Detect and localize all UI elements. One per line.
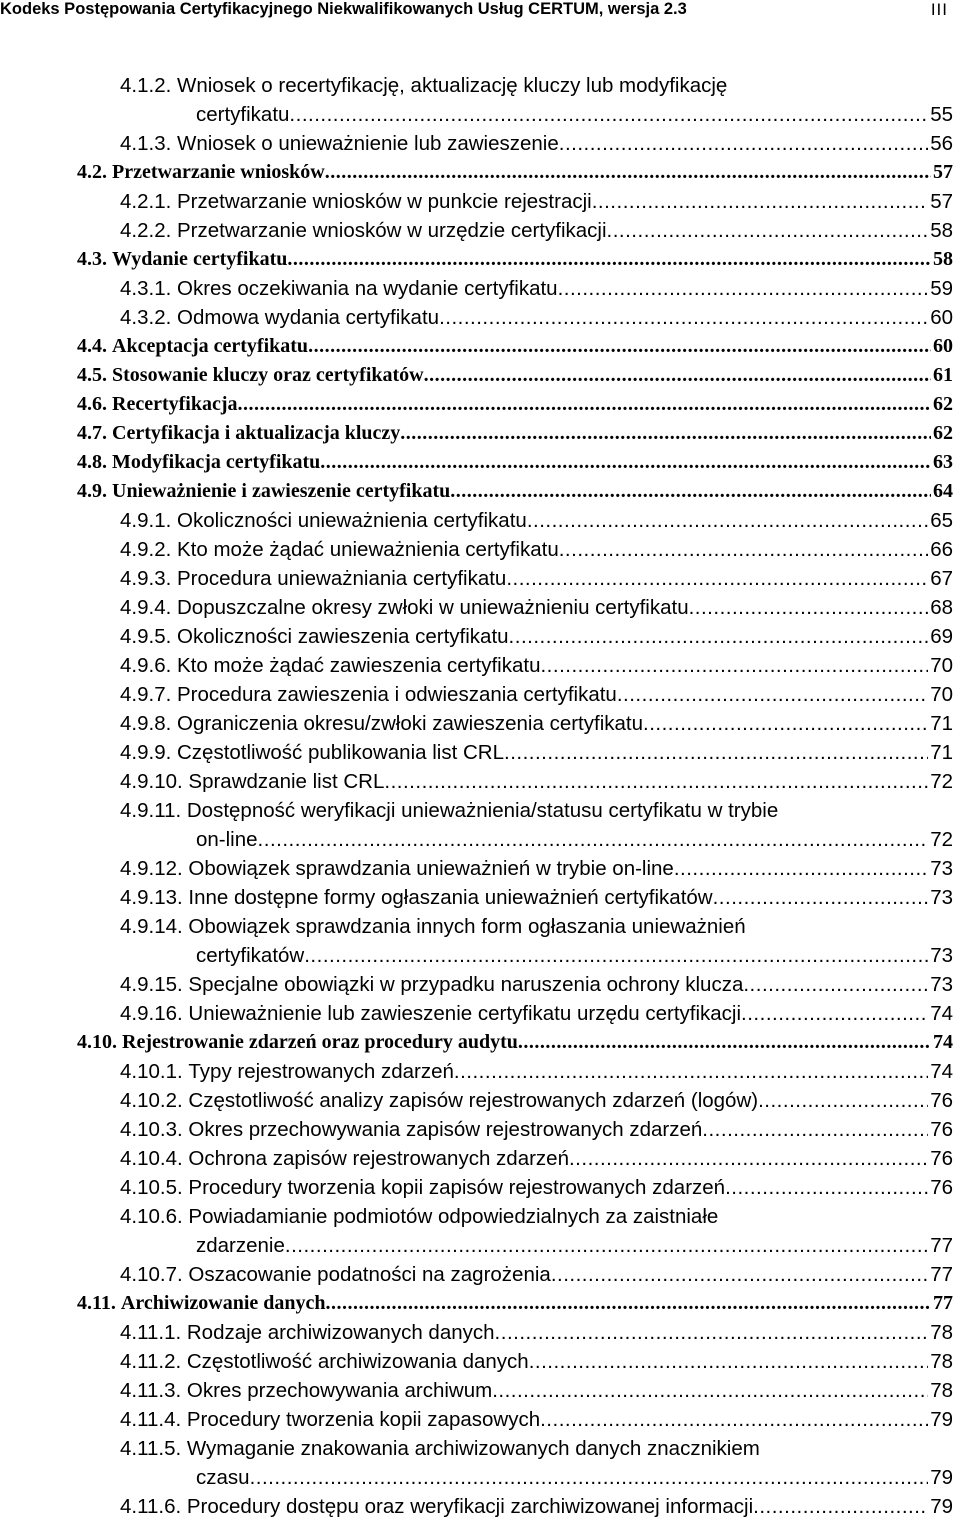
toc-entry-page: 71 — [930, 712, 953, 735]
toc-entry-page: 73 — [930, 886, 953, 909]
toc-entry-page: 79 — [930, 1408, 953, 1431]
toc-entry-title: Przetwarzanie wniosków w urzędzie certyfikacji — [177, 219, 607, 242]
dot-leader — [559, 129, 928, 158]
toc-entry-title: Kto może żądać zawieszenia certyfikatu — [177, 654, 541, 677]
toc-entry-row — [120, 1173, 953, 1202]
toc-entry-row — [120, 1057, 953, 1086]
toc-entry-number: 4.9.5. — [120, 625, 172, 648]
toc-entry-page: 73 — [930, 944, 953, 967]
toc-entry-row — [120, 303, 953, 332]
toc-entry[interactable] — [0, 361, 960, 390]
toc-entry-title: Ograniczenia okresu/zwłoki zawieszenia certyfikatu — [177, 712, 644, 735]
toc-entry-title: Specjalne obowiązki w przypadku naruszenia ochrony klucza — [188, 973, 744, 996]
toc-entry-title: Recertyfikacja — [112, 393, 238, 415]
toc-entry-page: 63 — [933, 451, 953, 473]
toc-entry-number: 4.8. — [77, 451, 107, 473]
toc-entry-number: 4.9.9. — [120, 741, 172, 764]
toc-entry-number: 4.11.6. — [120, 1495, 182, 1518]
dot-leader — [617, 680, 928, 709]
dot-leader — [753, 1492, 928, 1521]
dot-leader — [326, 1289, 931, 1318]
toc-entry-number: 4.9.8. — [120, 712, 172, 735]
dot-leader — [540, 651, 928, 680]
toc-entry-title: certyfikatu — [196, 103, 290, 126]
toc-entry-page: 72 — [930, 828, 953, 851]
toc-entry-page: 65 — [930, 509, 953, 532]
toc-entry-number: 4.9.7. — [120, 683, 172, 706]
toc-entry[interactable] — [0, 419, 960, 448]
toc-entry-page: 57 — [930, 190, 953, 213]
toc-entry-title: Akceptacja certyfikatu — [112, 335, 309, 357]
toc-entry[interactable] — [0, 1028, 960, 1057]
toc-entry-title: zdarzenie — [196, 1234, 285, 1257]
toc-entry[interactable] — [0, 1376, 960, 1405]
dot-leader — [713, 883, 929, 912]
toc-entry-first-line — [120, 1434, 960, 1463]
dot-leader — [289, 100, 928, 129]
toc-entry-number: 4.6. — [77, 393, 107, 415]
toc-entry-number: 4.3.1. — [120, 277, 172, 300]
toc-entry-number: 4.11.5. — [120, 1437, 182, 1460]
toc-entry[interactable] — [0, 71, 960, 129]
toc-entry-number: 4.10.7. — [120, 1263, 183, 1286]
toc-entry-row — [77, 448, 953, 477]
toc-entry-number: 4.10.6. — [120, 1205, 183, 1228]
toc-entry-number: 4.10.1. — [120, 1060, 183, 1083]
dot-leader — [287, 245, 931, 274]
toc-entry-row — [77, 245, 953, 274]
toc-entry-title: Częstotliwość analizy zapisów rejestrowanych zdarzeń (logów) — [188, 1089, 759, 1112]
toc-entry-number: 4.9.12. — [120, 857, 183, 880]
toc-entry-page: 76 — [930, 1147, 953, 1170]
toc-entry-title: Modyfikacja certyfikatu — [112, 451, 321, 473]
toc-entry-title: Odmowa wydania certyfikatu — [177, 306, 440, 329]
toc-entry-title-line1: Powiadamianie podmiotów odpowiedzialnych za zaistniałe — [188, 1205, 719, 1228]
toc-entry-title: Ochrona zapisów rejestrowanych zdarzeń — [188, 1147, 569, 1170]
toc-entry[interactable] — [0, 1086, 960, 1115]
toc-entry[interactable] — [0, 477, 960, 506]
toc-entry-first-line — [120, 1202, 960, 1231]
dot-leader — [758, 1086, 928, 1115]
toc-entry-title: Inne dostępne formy ogłaszania unieważnień certyfikatów — [188, 886, 713, 909]
toc-entry-number: 4.11.1. — [120, 1321, 182, 1344]
toc-entry[interactable] — [0, 1173, 960, 1202]
toc-entry-row — [120, 1405, 953, 1434]
toc-entry-number: 4.11.3. — [120, 1379, 182, 1402]
toc-entry[interactable] — [0, 651, 960, 680]
dot-leader — [559, 535, 928, 564]
toc-entry-title: Rejestrowanie zdarzeń oraz procedury audytu — [122, 1031, 518, 1053]
toc-entry[interactable] — [0, 912, 960, 970]
toc-entry-page: 67 — [930, 567, 953, 590]
toc-entry-row — [120, 767, 953, 796]
toc-entry-row — [120, 1144, 953, 1173]
toc-entry-number: 4.11. — [77, 1292, 116, 1314]
toc-entry[interactable] — [0, 593, 960, 622]
dot-leader — [743, 970, 928, 999]
toc-entry-number: 4.9.10. — [120, 770, 183, 793]
dot-leader — [238, 390, 932, 419]
toc-entry-page: 74 — [930, 1002, 953, 1025]
toc-entry-title: Wniosek o unieważnienie lub zawieszenie — [177, 132, 559, 155]
toc-entry[interactable] — [0, 999, 960, 1028]
toc-entry-title: Stosowanie kluczy oraz certyfikatów — [112, 364, 424, 386]
toc-entry-page: 60 — [930, 306, 953, 329]
toc-entry[interactable] — [0, 274, 960, 303]
toc-entry[interactable] — [0, 680, 960, 709]
toc-entry-title-line1: Wymaganie znakowania archiwizowanych danych znacznikiem — [186, 1437, 760, 1460]
toc-entry[interactable] — [0, 1202, 960, 1260]
toc-entry-row — [196, 100, 953, 129]
toc-entry[interactable] — [0, 767, 960, 796]
toc-entry[interactable] — [0, 738, 960, 767]
toc-entry-number: 4.10.2. — [120, 1089, 183, 1112]
toc-entry-title: Procedury dostępu oraz weryfikacji zarchiwizowanej informacji — [186, 1495, 754, 1518]
toc-entry-page: 78 — [930, 1350, 953, 1373]
toc-entry-row — [120, 274, 953, 303]
dot-leader — [741, 999, 928, 1028]
page-number: III — [930, 0, 948, 19]
toc-entry-number: 4.9.14. — [120, 915, 183, 938]
toc-entry-number: 4.9.11. — [120, 799, 182, 822]
toc-entry-number: 4.5. — [77, 364, 107, 386]
toc-entry-page: 59 — [930, 277, 953, 300]
toc-entry-row — [77, 1289, 953, 1318]
toc-entry-number: 4.10.4. — [120, 1147, 183, 1170]
toc-entry-title: Oszacowanie podatności na zagrożenia — [188, 1263, 551, 1286]
toc-entry-row — [120, 1260, 953, 1289]
toc-entry-title: Okoliczności unieważnienia certyfikatu — [177, 509, 527, 532]
dot-leader — [450, 477, 931, 506]
toc-entry-page: 69 — [930, 625, 953, 648]
toc-entry-row — [120, 854, 953, 883]
toc-entry-title: on-line — [196, 828, 258, 851]
toc-entry-row — [120, 564, 953, 593]
toc-entry-row — [120, 216, 953, 245]
toc-entry-title-line1: Dostępność weryfikacji unieważnienia/statusu certyfikatu w trybie — [186, 799, 779, 822]
toc-entry-row — [77, 1028, 953, 1057]
toc-entry[interactable] — [0, 970, 960, 999]
toc-entry[interactable] — [0, 158, 960, 187]
dot-leader — [304, 941, 928, 970]
toc-entry-title: Certyfikacja i aktualizacja kluczy — [112, 422, 401, 444]
toc-entry-page: 60 — [933, 335, 953, 357]
toc-entry-page: 78 — [930, 1321, 953, 1344]
toc-entry[interactable] — [0, 1318, 960, 1347]
dot-leader — [384, 767, 928, 796]
toc-entry[interactable] — [0, 1144, 960, 1173]
toc-entry-title: Okoliczności zawieszenia certyfikatu — [177, 625, 509, 648]
dot-leader — [674, 854, 928, 883]
dot-leader — [527, 506, 928, 535]
toc-entry-number: 4.3.2. — [120, 306, 172, 329]
dot-leader — [506, 564, 928, 593]
toc-entry-number: 4.2. — [77, 161, 107, 183]
toc-entry-row — [120, 506, 953, 535]
dot-leader — [325, 158, 931, 187]
toc-entry-title: Procedura zawieszenia i odwieszania certyfikatu — [177, 683, 617, 706]
dot-leader — [551, 1260, 928, 1289]
toc-entry-number: 4.9.6. — [120, 654, 172, 677]
toc-entry-row — [196, 1463, 953, 1492]
toc-entry-page: 64 — [933, 480, 953, 502]
toc-entry-page: 73 — [930, 857, 953, 880]
toc-entry-number: 4.9. — [77, 480, 107, 502]
dot-leader — [540, 1405, 928, 1434]
dot-leader — [258, 825, 929, 854]
toc-entry-page: 66 — [930, 538, 953, 561]
dot-leader — [592, 187, 928, 216]
toc-entry-first-line — [120, 912, 960, 941]
toc-entry[interactable] — [0, 1434, 960, 1492]
running-header — [0, 0, 960, 22]
dot-leader — [504, 738, 928, 767]
dot-leader — [495, 1318, 929, 1347]
toc-entry[interactable] — [0, 1492, 960, 1521]
dot-leader — [439, 303, 928, 332]
toc-entry-first-line — [120, 796, 960, 825]
dot-leader — [643, 709, 928, 738]
toc-entry[interactable] — [0, 303, 960, 332]
toc-entry-title: Okres przechowywania archiwum — [186, 1379, 493, 1402]
toc-entry[interactable] — [0, 187, 960, 216]
toc-entry-row — [120, 970, 953, 999]
toc-entry-page: 74 — [933, 1031, 953, 1053]
toc-entry-title: Przetwarzanie wniosków w punkcie rejestracji — [177, 190, 592, 213]
toc-entry-title: Wydanie certyfikatu — [112, 248, 288, 270]
toc-entry-number: 4.1.2. — [120, 74, 172, 97]
toc-entry-title: Kto może żądać unieważnienia certyfikatu — [177, 538, 559, 561]
toc-entry-title: Sprawdzanie list CRL — [188, 770, 385, 793]
dot-leader — [689, 593, 929, 622]
toc-entry-page: 76 — [930, 1118, 953, 1141]
toc-entry-title: czasu — [196, 1466, 250, 1489]
toc-entry-row — [77, 361, 953, 390]
toc-entry-number: 4.3. — [77, 248, 107, 270]
toc-entry-title: Okres oczekiwania na wydanie certyfikatu — [177, 277, 558, 300]
toc-entry-row — [120, 622, 953, 651]
toc-entry[interactable] — [0, 1289, 960, 1318]
toc-entry-title-line1: Wniosek o recertyfikację, aktualizację kluczy lub modyfikację — [177, 74, 728, 97]
toc-entry-page: 58 — [930, 219, 953, 242]
toc-entry-title: Okres przechowywania zapisów rejestrowanych zdarzeń — [188, 1118, 703, 1141]
toc-entry-title: Archiwizowanie danych — [120, 1292, 326, 1314]
toc-entry[interactable] — [0, 332, 960, 361]
toc-entry-row — [120, 709, 953, 738]
toc-entry-number: 4.10.3. — [120, 1118, 183, 1141]
toc-entry-number: 4.2.2. — [120, 219, 172, 242]
dot-leader — [308, 332, 931, 361]
toc-entry-number: 4.10. — [77, 1031, 117, 1053]
toc-entry[interactable] — [0, 129, 960, 158]
toc-entry[interactable] — [0, 1405, 960, 1434]
toc-entry[interactable] — [0, 390, 960, 419]
dot-leader — [607, 216, 929, 245]
toc-entry-page: 76 — [930, 1176, 953, 1199]
toc-entry-number: 4.9.16. — [120, 1002, 183, 1025]
toc-entry-row — [196, 941, 953, 970]
toc-entry-page: 73 — [930, 973, 953, 996]
toc-entry[interactable] — [0, 216, 960, 245]
toc-entry-page: 78 — [930, 1379, 953, 1402]
toc-entry-row — [77, 477, 953, 506]
toc-entry-row — [120, 738, 953, 767]
toc-entry[interactable] — [0, 506, 960, 535]
toc-entry-title: Unieważnienie lub zawieszenie certyfikatu urzędu certyfikacji — [188, 1002, 742, 1025]
dot-leader — [285, 1231, 928, 1260]
toc-entry-number: 4.9.1. — [120, 509, 172, 532]
toc-entry-page: 58 — [933, 248, 953, 270]
toc-entry[interactable] — [0, 535, 960, 564]
toc-entry-row — [77, 158, 953, 187]
toc-entry-number: 4.11.2. — [120, 1350, 182, 1373]
toc-entry-row — [120, 1347, 953, 1376]
toc-entry-page: 57 — [933, 161, 953, 183]
toc-entry-page: 55 — [930, 103, 953, 126]
toc-entry-title: Procedury tworzenia kopii zapisów rejestrowanych zdarzeń — [188, 1176, 726, 1199]
toc-entry-number: 4.9.2. — [120, 538, 172, 561]
toc-entry-row — [120, 593, 953, 622]
toc-entry[interactable] — [0, 709, 960, 738]
dot-leader — [250, 1463, 929, 1492]
toc-entry-row — [120, 1115, 953, 1144]
toc-entry-page: 79 — [930, 1466, 953, 1489]
toc-entry-number: 4.4. — [77, 335, 107, 357]
toc-entry-number: 4.9.13. — [120, 886, 183, 909]
dot-leader — [424, 361, 931, 390]
toc-entry-number: 4.1.3. — [120, 132, 172, 155]
toc-entry-row — [120, 1376, 953, 1405]
toc-entry-page: 70 — [930, 683, 953, 706]
toc-entry-number: 4.9.4. — [120, 596, 172, 619]
toc-entry[interactable] — [0, 1260, 960, 1289]
toc-entry-row — [77, 419, 953, 448]
toc-entry-number: 4.11.4. — [120, 1408, 182, 1431]
toc-entry[interactable] — [0, 622, 960, 651]
toc-entry-row — [120, 999, 953, 1028]
toc-entry-title: Rodzaje archiwizowanych danych — [186, 1321, 495, 1344]
toc-entry-title: Procedury tworzenia kopii zapasowych — [186, 1408, 541, 1431]
dot-leader — [529, 1347, 928, 1376]
toc-entry-row — [196, 1231, 953, 1260]
dot-leader — [509, 622, 929, 651]
dot-leader — [454, 1057, 928, 1086]
toc-entry-title: Przetwarzanie wniosków — [112, 161, 325, 183]
toc-entry-row — [120, 1492, 953, 1521]
dot-leader — [400, 419, 931, 448]
toc-entry-title: certyfikatów — [196, 944, 305, 967]
dot-leader — [725, 1173, 928, 1202]
toc-entry-row — [77, 332, 953, 361]
toc-entry-number: 4.7. — [77, 422, 107, 444]
dot-leader — [558, 274, 929, 303]
toc-entry[interactable] — [0, 883, 960, 912]
toc-entry-row — [120, 651, 953, 680]
toc-entry-row — [120, 1318, 953, 1347]
toc-entry[interactable] — [0, 245, 960, 274]
toc-entry-page: 77 — [930, 1263, 953, 1286]
toc-entry-row — [120, 680, 953, 709]
toc-entry-page: 62 — [933, 422, 953, 444]
toc-entry-page: 61 — [933, 364, 953, 386]
document-title: Kodeks Postępowania Certyfikacyjnego Niekwalifikowanych Usług CERTUM, wersja 2.3 — [0, 0, 687, 18]
toc-entry-number: 4.9.15. — [120, 973, 183, 996]
toc-entry-number: 4.10.5. — [120, 1176, 183, 1199]
toc-entry-page: 71 — [930, 741, 953, 764]
dot-leader — [492, 1376, 928, 1405]
toc-entry-title: Obowiązek sprawdzania unieważnień w trybie on-line — [188, 857, 674, 880]
toc-entry-page: 62 — [933, 393, 953, 415]
toc-entry-page: 70 — [930, 654, 953, 677]
toc-entry-title: Typy rejestrowanych zdarzeń — [188, 1060, 454, 1083]
toc-entry-number: 4.9.3. — [120, 567, 172, 590]
toc-entry-title: Częstotliwość publikowania list CRL — [177, 741, 504, 764]
toc-entry[interactable] — [0, 1347, 960, 1376]
toc-entry-title: Częstotliwość archiwizowania danych — [186, 1350, 529, 1373]
dot-leader — [320, 448, 931, 477]
toc-entry-row — [120, 129, 953, 158]
toc-entry-page: 56 — [930, 132, 953, 155]
toc-entry-title: Procedura unieważniania certyfikatu — [177, 567, 507, 590]
toc-entry-first-line — [120, 71, 960, 100]
dot-leader — [518, 1028, 931, 1057]
toc-entry-number: 4.2.1. — [120, 190, 172, 213]
toc-entry-page: 79 — [930, 1495, 953, 1518]
dot-leader — [569, 1144, 928, 1173]
toc-entry[interactable] — [0, 448, 960, 477]
toc-entry-title: Unieważnienie i zawieszenie certyfikatu — [112, 480, 451, 502]
toc-entry-row — [120, 883, 953, 912]
toc-entry-title: Dopuszczalne okresy zwłoki w unieważnieniu certyfikatu — [177, 596, 689, 619]
toc-entry-row — [120, 535, 953, 564]
dot-leader — [702, 1115, 928, 1144]
toc-entry-row — [77, 390, 953, 419]
toc-entry[interactable] — [0, 1115, 960, 1144]
toc-entry-page: 76 — [930, 1089, 953, 1112]
toc-entry-row — [120, 187, 953, 216]
toc-entry[interactable] — [0, 854, 960, 883]
toc-entry[interactable] — [0, 796, 960, 854]
toc-entry-row — [120, 1086, 953, 1115]
toc-entry-page: 77 — [930, 1234, 953, 1257]
table-of-contents — [0, 71, 960, 1521]
toc-entry-page: 74 — [930, 1060, 953, 1083]
toc-entry-page: 77 — [933, 1292, 953, 1314]
toc-entry-row — [196, 825, 953, 854]
toc-entry-page: 68 — [930, 596, 953, 619]
toc-entry-page: 72 — [930, 770, 953, 793]
toc-entry[interactable] — [0, 564, 960, 593]
toc-entry[interactable] — [0, 1057, 960, 1086]
toc-entry-title-line1: Obowiązek sprawdzania innych form ogłaszania unieważnień — [188, 915, 746, 938]
